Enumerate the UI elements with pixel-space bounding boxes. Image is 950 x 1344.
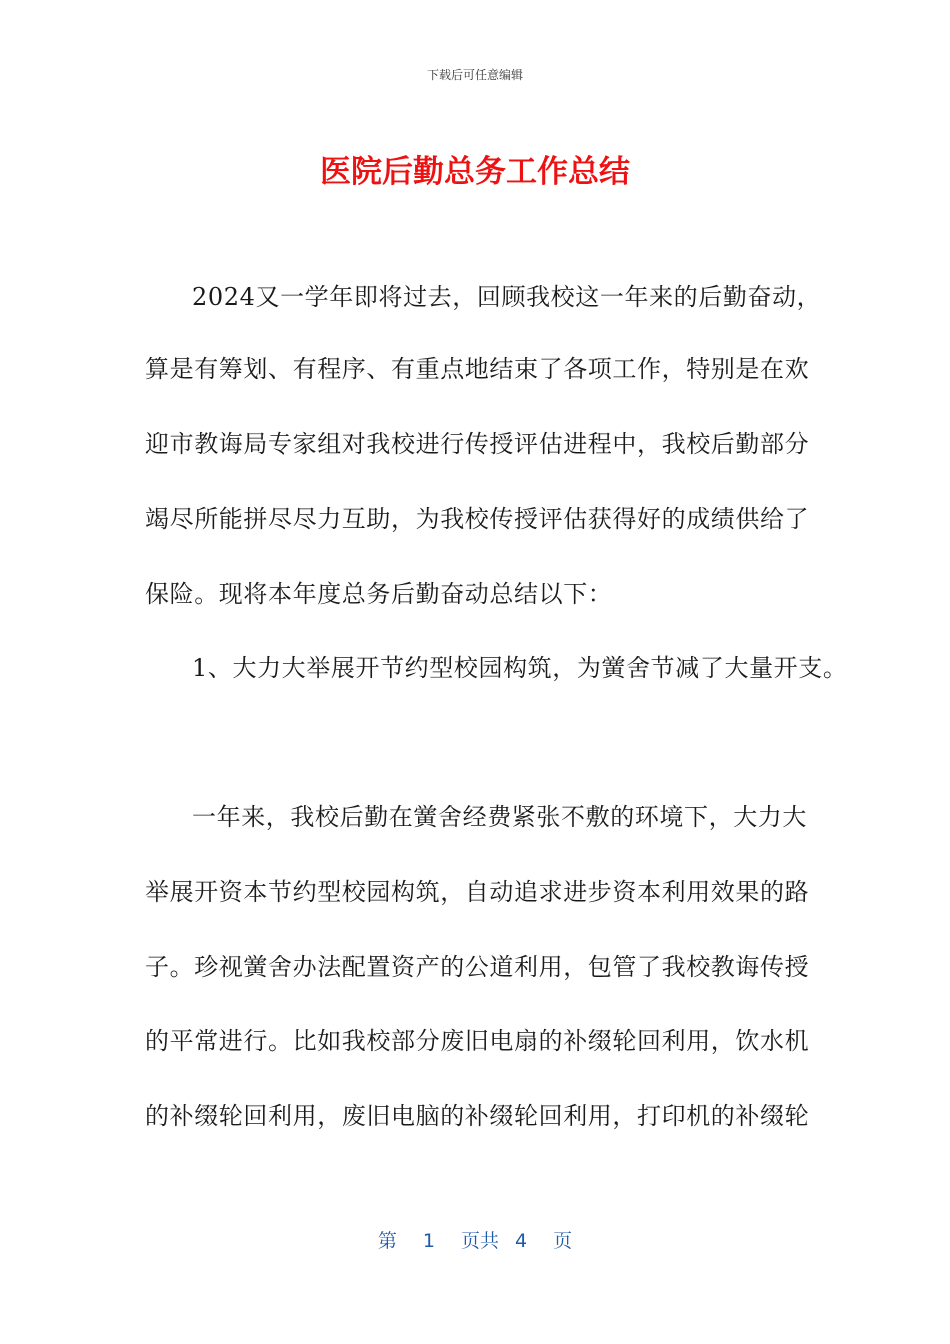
body-line-10: 的补缀轮回利用，废旧电脑的补缀轮回利用，打印机的补缀轮 bbox=[145, 1102, 810, 1130]
body-line-5: 保险。现将本年度总务后勤奋动总结以下： bbox=[145, 580, 613, 608]
body-line-6: 一年来，我校后勤在黉舍经费紧张不敷的环境下，大力大 bbox=[192, 803, 807, 831]
footer-total-pages: 4 bbox=[515, 1230, 528, 1252]
section-heading-1: 1、大力大举展开节约型校园构筑，为黉舍节减了大量开支。 bbox=[192, 654, 848, 682]
body-line-2: 算是有筹划、有程序、有重点地结束了各项工作，特别是在欢 bbox=[145, 355, 810, 383]
footer-middle: 页共 bbox=[460, 1230, 499, 1252]
body-line-7: 举展开资本节约型校园构筑，自动追求进步资本利用效果的路 bbox=[145, 878, 810, 906]
document-title: 医院后勤总务工作总结 bbox=[320, 154, 630, 190]
body-line-1: 2024又一学年即将过去，回顾我校这一年来的后勤奋动， bbox=[192, 283, 822, 311]
footer-prefix: 第 bbox=[377, 1230, 397, 1252]
header-note: 下载后可任意编辑 bbox=[426, 68, 523, 82]
body-line-8: 子。珍视黉舍办法配置资产的公道利用，包管了我校教诲传授 bbox=[145, 953, 810, 981]
footer-current-page: 1 bbox=[422, 1230, 435, 1252]
body-line-3: 迎市教诲局专家组对我校进行传授评估进程中，我校后勤部分 bbox=[145, 430, 810, 458]
page-footer bbox=[0, 1226, 950, 1253]
footer-suffix: 页 bbox=[553, 1230, 573, 1252]
body-line-9: 的平常进行。比如我校部分废旧电扇的补缀轮回利用，饮水机 bbox=[145, 1027, 810, 1055]
body-line-4: 竭尽所能拼尽尽力互助，为我校传授评估获得好的成绩供给了 bbox=[145, 505, 810, 533]
